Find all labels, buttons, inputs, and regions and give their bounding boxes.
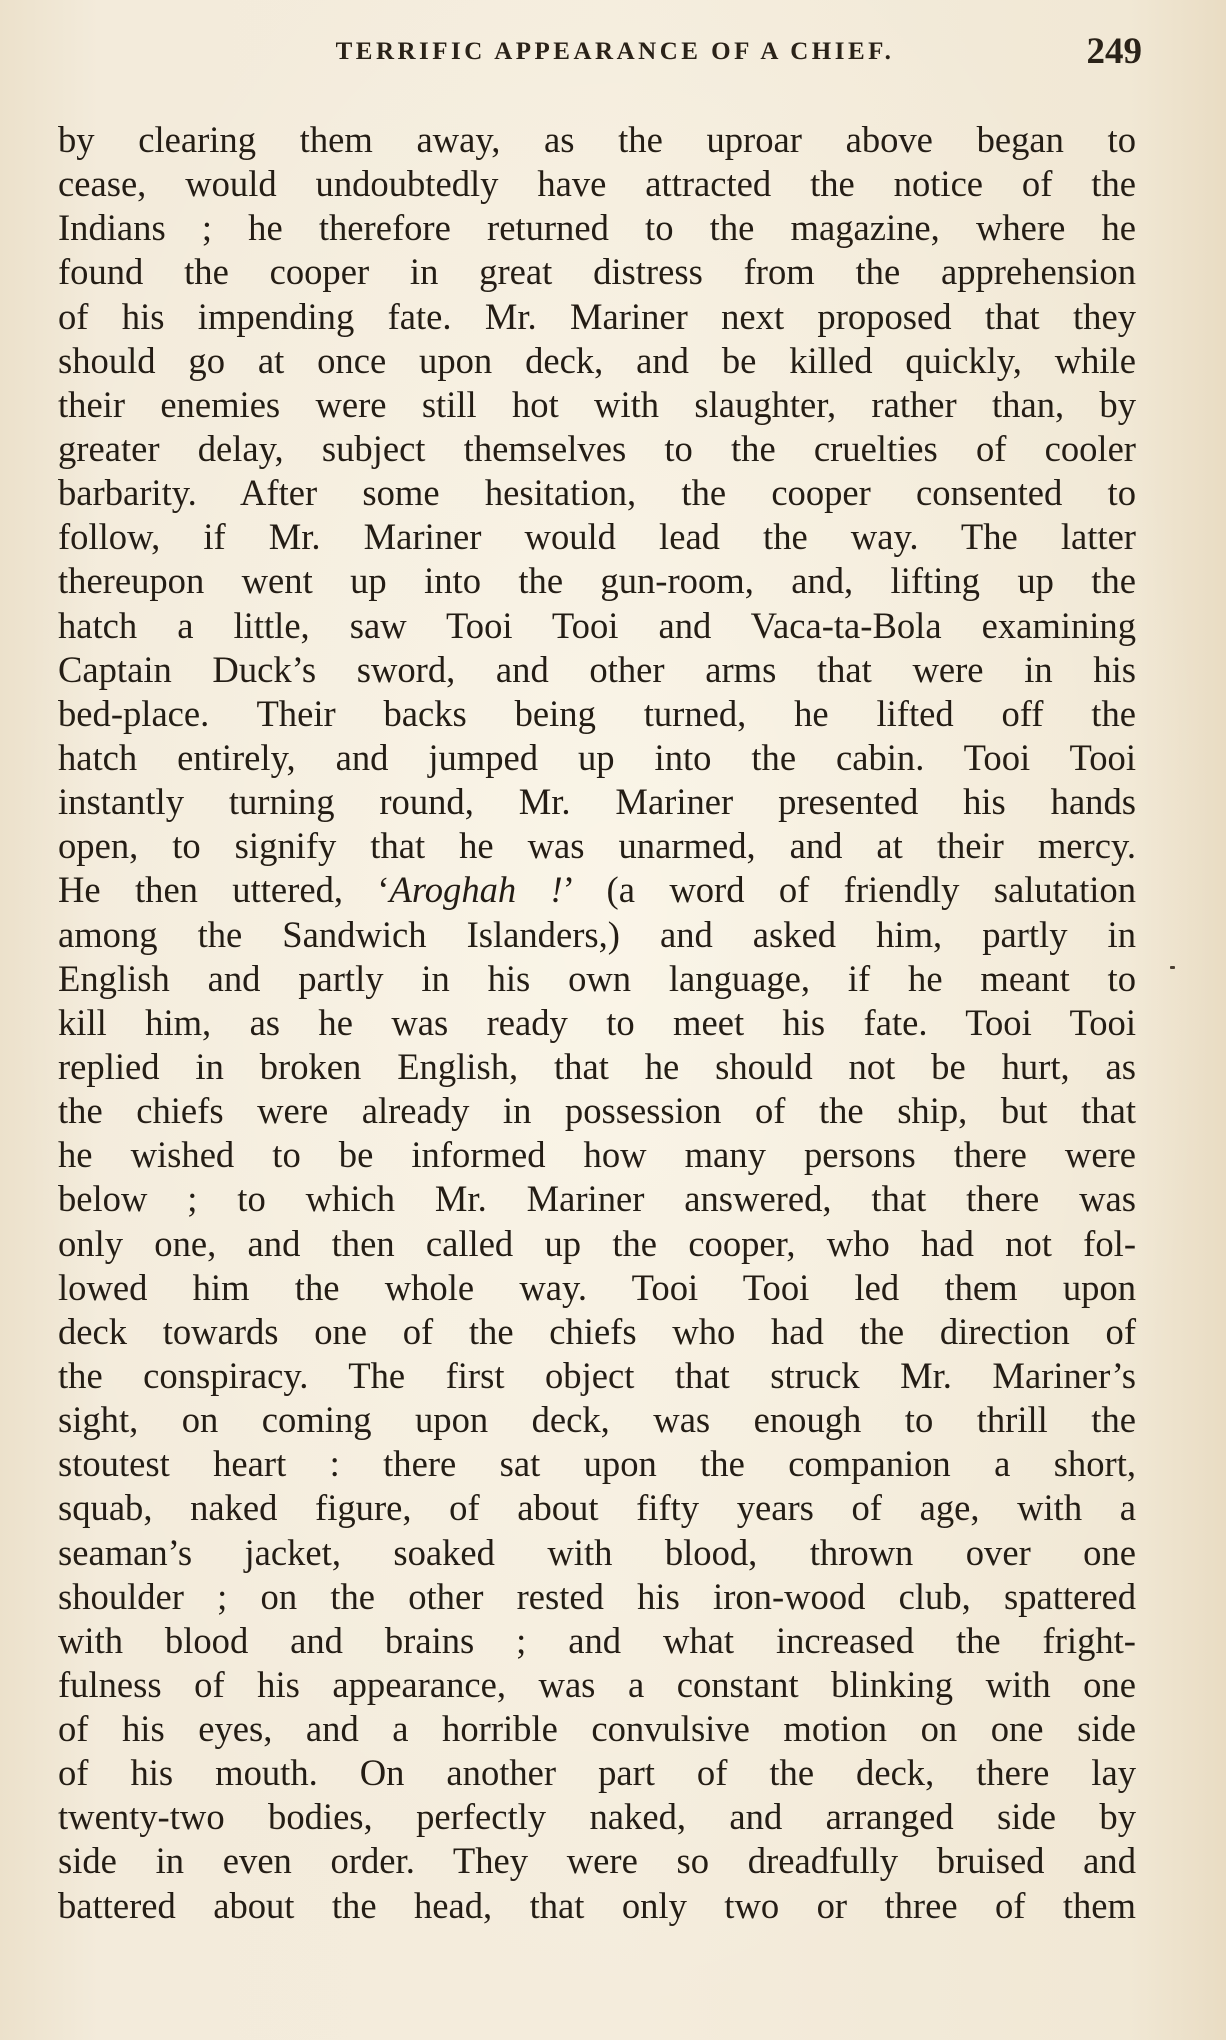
text-line: deck towards one of the chiefs who had the direction of xyxy=(58,1310,1136,1352)
text-line: shoulder ; on the other rested his iron-wood club, spattered xyxy=(58,1575,1136,1617)
text-line: hatch entirely, and jumped up into the cabin. Tooi Tooi xyxy=(58,736,1136,778)
text-line: bed-place. Their backs being turned, he lifted off the xyxy=(58,692,1136,734)
text-line: among the Sandwich Islanders,) and asked him, partly in xyxy=(58,913,1136,955)
text-line: their enemies were still hot with slaughter, rather than, by xyxy=(58,383,1136,425)
text-line: of his impending fate. Mr. Mariner next proposed that they xyxy=(58,295,1136,337)
text-line: seaman’s jacket, soaked with blood, thrown over one xyxy=(58,1531,1136,1573)
body-text xyxy=(58,118,1136,1928)
text-line: greater delay, subject themselves to the cruelties of cooler xyxy=(58,427,1136,469)
text-line: lowed him the whole way. Tooi Tooi led them upon xyxy=(58,1266,1136,1308)
text-line: side in even order. They were so dreadfully bruised and xyxy=(58,1840,1136,1882)
text-line: twenty-two bodies, perfectly naked, and arranged side by xyxy=(58,1796,1136,1838)
text-line: barbarity. After some hesitation, the cooper consented to xyxy=(58,472,1136,514)
text-line: squab, naked figure, of about fifty years of age, with a xyxy=(58,1487,1136,1529)
page-number: 249 xyxy=(1086,31,1142,72)
text-line: fulness of his appearance, was a constant blinking with one xyxy=(58,1663,1136,1705)
italic-word: Aroghah ! xyxy=(389,869,563,911)
text-line: only one, and then called up the cooper, who had not fol- xyxy=(58,1222,1136,1264)
text-line: hatch a little, saw Tooi Tooi and Vaca-ta-Bola examining xyxy=(58,604,1136,646)
text-line: follow, if Mr. Mariner would lead the way. The latter xyxy=(58,516,1136,558)
text-line: he wished to be informed how many persons there were xyxy=(58,1134,1136,1176)
text-line: should go at once upon deck, and be killed quickly, while xyxy=(58,339,1136,381)
margin-speck xyxy=(1170,966,1175,969)
text-line: the conspiracy. The first object that struck Mr. Mariner’s xyxy=(58,1354,1136,1396)
running-head: TERRIFIC APPEARANCE OF A CHIEF. xyxy=(335,38,895,65)
text-line: by clearing them away, as the uproar above began to xyxy=(58,119,1136,160)
text-line: Indians ; he therefore returned to the magazine, where he xyxy=(58,207,1136,249)
text-line: found the cooper in great distress from the apprehension xyxy=(58,251,1136,293)
text-fragment: He then uttered, ‘ xyxy=(58,869,390,911)
text-line: of his mouth. On another part of the deck, there lay xyxy=(58,1752,1136,1794)
text-line: open, to signify that he was unarmed, and at their mercy. xyxy=(58,825,1136,867)
text-fragment: ’ (a word of friendly salutation xyxy=(562,869,1136,911)
text-line: battered about the head, that only two or three of them xyxy=(58,1884,1136,1926)
text-line: instantly turning round, Mr. Mariner presented his hands xyxy=(58,781,1136,823)
text-line: of his eyes, and a horrible convulsive motion on one side xyxy=(58,1708,1136,1750)
text-line: replied in broken English, that he should not be hurt, as xyxy=(58,1045,1136,1087)
text-line-with-italic xyxy=(58,868,1136,912)
text-line: kill him, as he was ready to meet his fate. Tooi Tooi xyxy=(58,1001,1136,1043)
text-line: below ; to which Mr. Mariner answered, that there was xyxy=(58,1178,1136,1220)
text-line: English and partly in his own language, if he meant to xyxy=(58,957,1136,999)
text-line: Captain Duck’s sword, and other arms that were in his xyxy=(58,648,1136,690)
text-line: thereupon went up into the gun-room, and, lifting up the xyxy=(58,560,1136,602)
text-line: sight, on coming upon deck, was enough to thrill the xyxy=(58,1399,1136,1441)
text-line: cease, would undoubtedly have attracted the notice of the xyxy=(58,163,1136,205)
text-line: the chiefs were already in possession of the ship, but that xyxy=(58,1090,1136,1132)
text-line: with blood and brains ; and what increased the fright- xyxy=(58,1619,1136,1661)
text-line: stoutest heart : there sat upon the companion a short, xyxy=(58,1443,1136,1485)
